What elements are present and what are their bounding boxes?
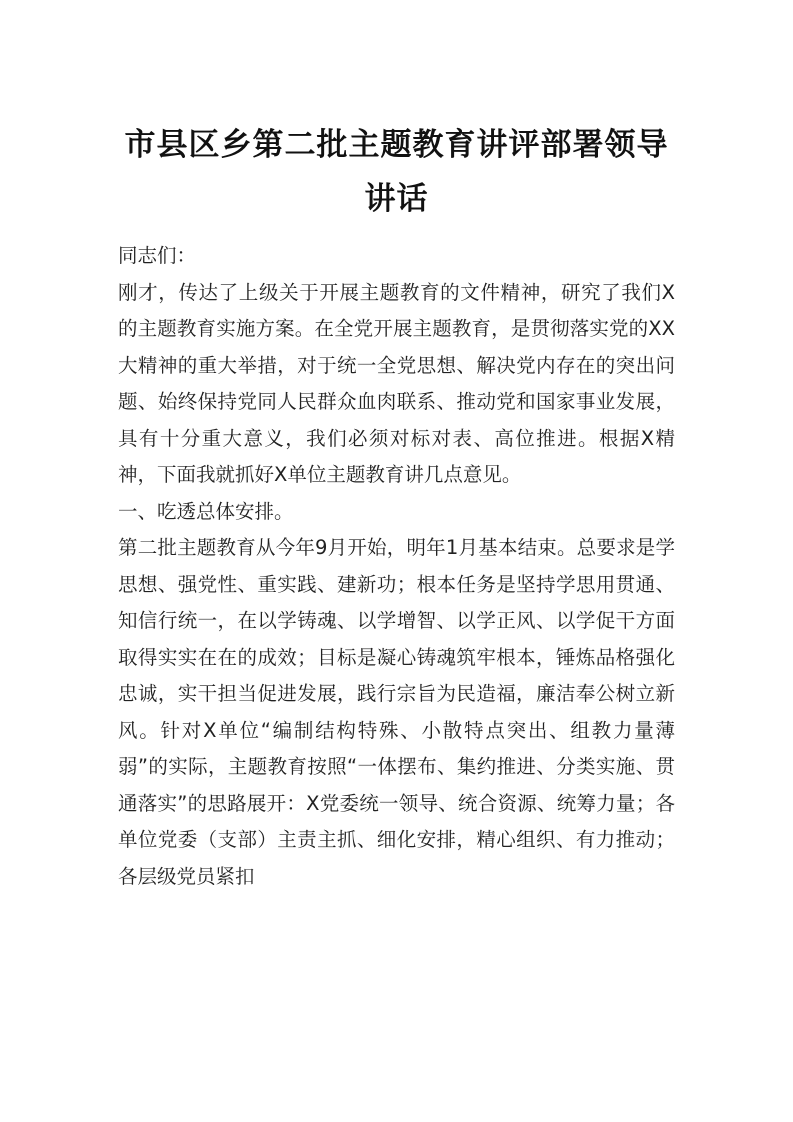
document-body	[118, 238, 675, 895]
salutation: 同志们：	[118, 244, 197, 267]
paragraph-section-1: 第二批主题教育从今年9月开始，明年1月基本结束。总要求是学思想、强党性、重实践、建新功；根本任务是坚持学思用贯通、知信行统一，在以学铸魂、以学增智、以学正风、以学促干方面取得实实在在的成效；目标是凝心铸魂筑牢根本，锤炼品格强化忠诚，实干担当促进发展，践行宗旨为民造福，廉洁奉公树立新风。针对X单位“编制结构特殊、小散特点突出、组教力量薄弱”的实际，主题教育按照“一体摆布、集约推进、分类实施、贯通落实”的思路展开：X党委统一领导、统合资源、统筹力量；各单位党委（支部）主责主抓、细化安排，精心组织、有力推动；各层级党员紧扣	[118, 536, 675, 888]
document-title: 市县区乡第二批主题教育讲评部署领导讲话	[124, 127, 669, 217]
section-heading-1: 一、吃透总体安排。	[118, 499, 294, 523]
paragraph-intro: 刚才，传达了上级关于开展主题教育的文件精神，研究了我们X的主题教育实施方案。在全党开展主题教育，是贯彻落实党的XX大精神的重大举措，对于统一全党思想、解决党内存在的突出问题、始终保持党同人民群众血肉联系、推动党和国家事业发展，具有十分重大意义，我们必须对标对表、高位推进。根据X精神，下面我就抓好X单位主题教育讲几点意见。	[118, 280, 675, 486]
